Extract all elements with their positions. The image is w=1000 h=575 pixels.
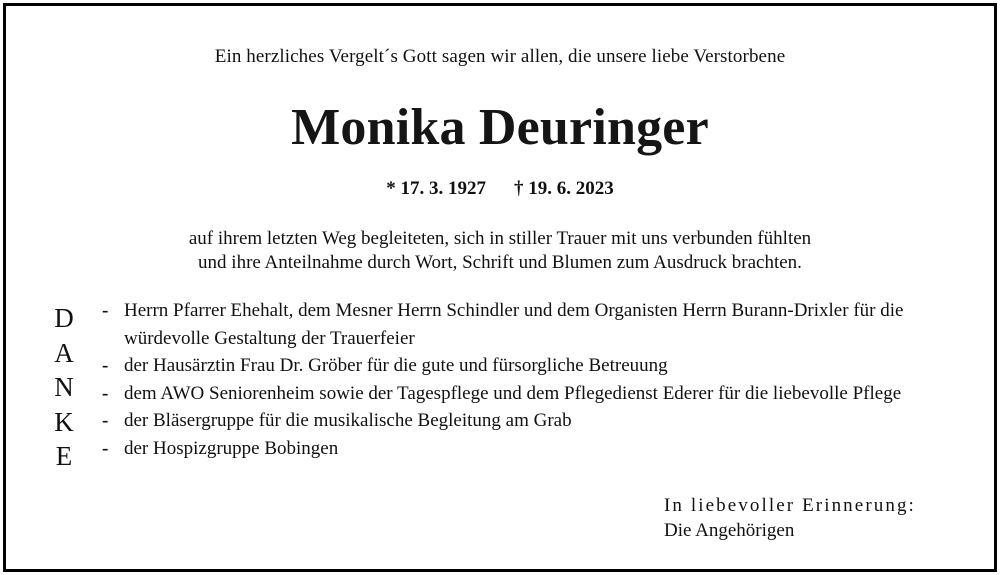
- list-item-text: dem AWO Seniorenheim sowie der Tagespflege und dem Pflegedienst Ederer für die liebevolle Pflege: [124, 382, 902, 404]
- list-item-text: der Hospizgruppe Bobingen: [124, 437, 339, 459]
- dash-bullet: -: [102, 437, 109, 459]
- thanks-line: auf ihrem letzten Weg begleiteten, sich in stiller Trauer mit uns verbunden fühlten: [188, 228, 812, 249]
- danke-letter: A: [54, 337, 74, 368]
- list-item-text: Herrn Pfarrer Ehehalt, dem Mesner Herrn Schindler und dem Organisten Herrn Burann-Drixler für die würdevolle Gestaltung der Trauerfeier: [124, 300, 904, 349]
- list-item: [102, 297, 962, 352]
- list-item: [102, 352, 962, 380]
- birth-date: * 17. 3. 1927: [386, 178, 486, 199]
- list-item: [102, 435, 962, 463]
- danke-letter: K: [54, 406, 74, 437]
- thanks-line: und ihre Anteilnahme durch Wort, Schrift und Blumen zum Ausdruck brachten.: [198, 252, 802, 273]
- thanks-list: [102, 297, 962, 463]
- signoff-line: In liebevoller Erinnerung:: [664, 495, 916, 516]
- list-item: [102, 407, 962, 435]
- danke-letter: D: [54, 303, 74, 333]
- danke-letter: E: [55, 441, 73, 471]
- danke-letter: N: [54, 372, 74, 402]
- life-dates: [6, 178, 994, 200]
- list-item-text: der Hausärztin Frau Dr. Gröber für die gute und fürsorgliche Betreuung: [124, 355, 668, 377]
- dash-bullet: -: [102, 410, 109, 432]
- danke-vertical: [46, 301, 82, 474]
- list-item: [102, 380, 962, 408]
- obituary-frame: [3, 3, 997, 572]
- dash-bullet: -: [102, 355, 109, 377]
- list-item-text: der Bläsergruppe für die musikalische Begleitung am Grab: [124, 410, 572, 432]
- thanks-paragraph: [6, 227, 994, 275]
- intro-text: Ein herzliches Vergelt´s Gott sagen wir allen, die unsere liebe Verstorbene: [214, 46, 786, 67]
- signoff-signature: Die Angehörigen: [664, 520, 795, 541]
- dash-bullet: -: [102, 300, 109, 321]
- deceased-name: Monika Deuringer: [291, 99, 709, 156]
- signoff: [664, 493, 916, 543]
- death-date: † 19. 6. 2023: [514, 178, 614, 199]
- dash-bullet: -: [102, 382, 109, 404]
